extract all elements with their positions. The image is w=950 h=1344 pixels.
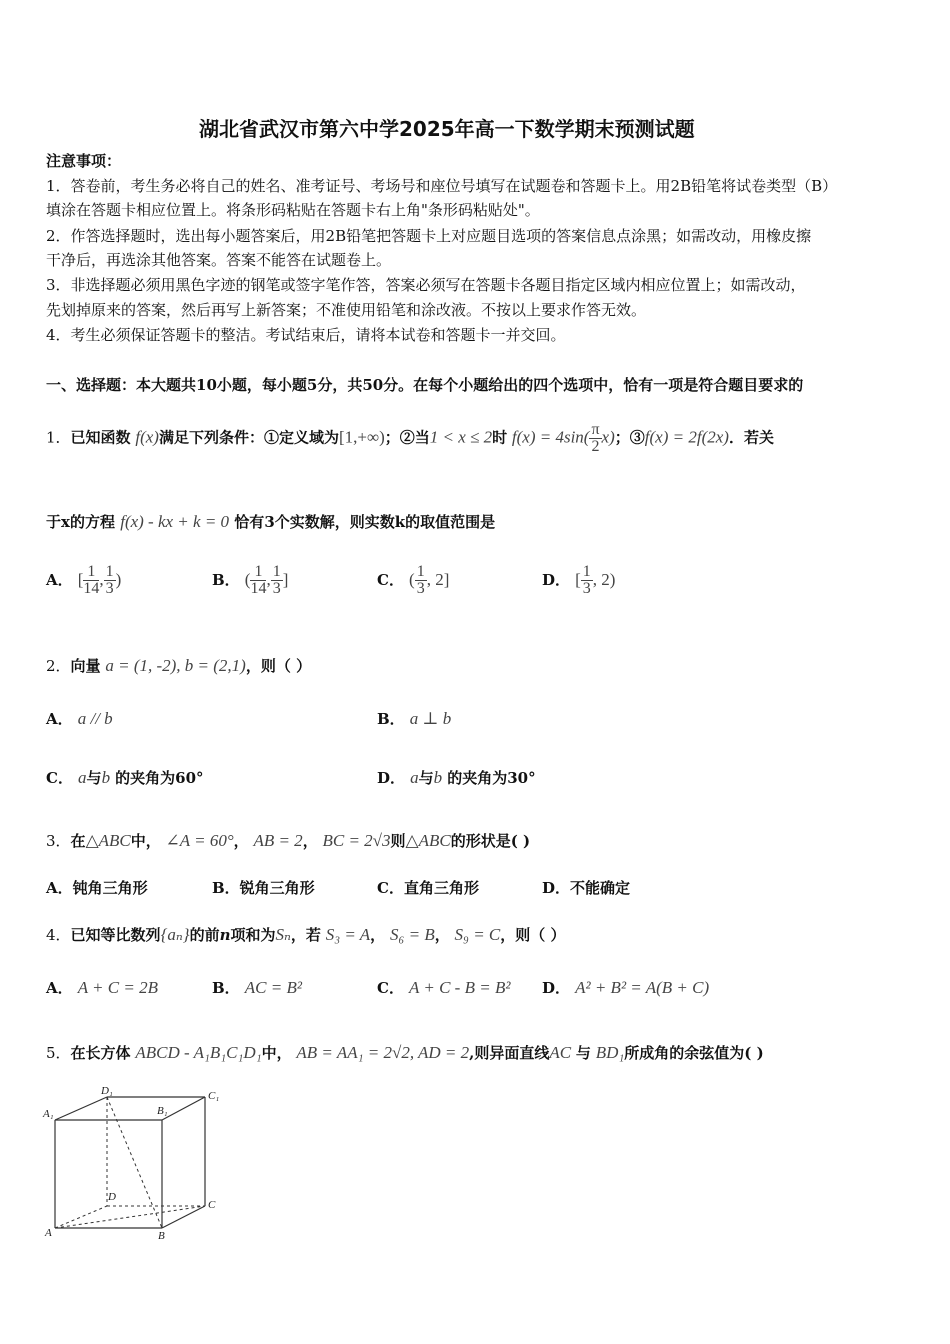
vertex-label-c: C [208, 1199, 216, 1211]
q3-option-d: D．不能确定 [542, 879, 631, 897]
q4-stem [46, 922, 566, 948]
vector-b: b [433, 768, 443, 787]
option-label: D． [542, 571, 571, 589]
vector-b: b [101, 768, 111, 787]
q4-s9: S₉ = C [454, 925, 501, 944]
q1-text: ；②当 [384, 428, 430, 447]
notice-line: 3．非选择题必须用黑色字迹的钢笔或签字笔作答，答案必须写在答题卡各题目指定区域内相应位置上；如需改动， [46, 276, 806, 294]
option-label: C． [377, 979, 404, 997]
q5-text: ,则异面直线 [469, 1044, 550, 1062]
q5-box: ABCD - A₁B₁C₁D₁ [135, 1043, 262, 1062]
frac-num: 1 [83, 564, 99, 581]
q3-ab: AB = 2 [253, 831, 303, 850]
q3-stem [46, 828, 530, 854]
option-math: A + C = 2B [77, 978, 158, 997]
option-label: D． [542, 979, 571, 997]
q5-ad: , AD = 2 [409, 1043, 470, 1062]
option-text: 的夹角为30° [447, 769, 536, 787]
fraction [83, 564, 99, 597]
bracket: ( [409, 570, 415, 589]
option-text: 的夹角为60° [115, 769, 204, 787]
q5-text: 在长方体 [70, 1044, 131, 1062]
q1-line1 [46, 422, 774, 455]
q5-stem [46, 1040, 764, 1066]
q3-sep: ， [302, 832, 318, 850]
q3-text: 中， [130, 832, 161, 850]
bracket: ] [282, 570, 289, 589]
q2-stem [46, 653, 311, 679]
q1-domain: [1,+∞) [338, 427, 385, 447]
bracket: [ [575, 570, 581, 589]
option-label: C． [377, 571, 404, 589]
frac-num: 1 [272, 563, 281, 580]
option-math: a // b [77, 709, 113, 728]
q1-option-d [542, 564, 615, 597]
fraction [104, 564, 116, 597]
vertex-label-d: D [108, 1191, 116, 1203]
frac-den: 3 [105, 580, 114, 597]
q2-option-d [377, 767, 536, 788]
interval-tail: , 2] [426, 570, 450, 589]
vertex-label-b: B [158, 1230, 165, 1242]
q4-n: n [219, 926, 231, 944]
q1-condition: 1 < x ≤ 2 [429, 427, 493, 447]
edge-ad [55, 1206, 107, 1228]
q1-f-eq: f(x) = 4sin( [511, 427, 590, 447]
q1-k: k [394, 513, 406, 531]
q3-option-c: C．直角三角形 [377, 879, 479, 897]
q3-text: 则 [390, 832, 406, 850]
interval-tail: , 2) [592, 570, 616, 589]
q2-option-a [46, 708, 113, 729]
q4-sep: ， [434, 926, 450, 944]
frac-num: 1 [105, 563, 114, 580]
q5-bd1: BD₁ [595, 1043, 625, 1062]
q4-text: 项和为 [230, 926, 276, 944]
frac-den: 3 [416, 580, 425, 597]
fraction [581, 564, 593, 597]
q3-text: 在 [70, 832, 86, 850]
option-label: B． [212, 571, 240, 589]
notice-line: 填涂在答题卡相应位置上。将条形码粘贴在答题卡右上角"条形码粘贴处"。 [46, 201, 540, 219]
q3-bc: BC = 2√3 [322, 831, 391, 850]
vertex-label-d1: D₁ [101, 1085, 113, 1097]
q3-sep: ， [233, 832, 249, 850]
option-math: a ⊥ b [409, 709, 452, 728]
frac-num: 1 [250, 564, 266, 581]
q4-text: 已知等比数列 [70, 926, 161, 944]
option-label: B． [377, 710, 405, 728]
option-label: A． [46, 571, 73, 589]
edge-b1c1 [162, 1097, 205, 1120]
q2-option-b [377, 708, 451, 729]
notice-heading: 注意事项： [46, 152, 122, 170]
frac-den: 2 [591, 438, 600, 455]
q1-option-b: B． ( $\frac{1}{14}$ , $\frac{1}{3}$ ] [212, 563, 289, 597]
q2-text: 向量 [70, 657, 101, 675]
q3-triangle: △ABC [85, 831, 131, 850]
q4-option-c [377, 977, 510, 998]
page-title: 湖北省武汉市第六中学2025年高一下数学期末预测试题 [199, 117, 695, 141]
q5-text: 所成角的余弦值为( ) [624, 1044, 764, 1062]
q4-sn: Sₙ [275, 925, 291, 944]
q5-text: 与 [575, 1044, 591, 1062]
bracket: ( [244, 570, 251, 589]
fraction [415, 564, 427, 597]
q4-option-b [212, 977, 302, 998]
q5-ac: AC [549, 1043, 572, 1062]
option-math: A + C - B = B² [409, 978, 511, 997]
q4-text: 的前 [189, 926, 220, 944]
q1-x: x [61, 513, 70, 531]
q1-fx: f(x) [135, 427, 159, 447]
option-math: AC = B² [244, 978, 302, 997]
q3-option-b: B．锐角三角形 [212, 879, 315, 897]
q5-text: 中， [261, 1044, 292, 1062]
vertex-label-a1: A₁ [43, 1108, 54, 1120]
option-label: A． [46, 710, 73, 728]
q4-s6: S₆ = B [389, 925, 435, 944]
option-text: 与 [86, 769, 102, 787]
q4-text: ，则（ ） [500, 926, 566, 944]
diagonal-bd1 [107, 1097, 162, 1228]
edge-bc [162, 1206, 205, 1228]
q1-number: 1． [46, 428, 71, 447]
frac-den: 3 [272, 580, 281, 597]
q4-s3: S₃ = A [325, 925, 371, 944]
option-label: D． [377, 769, 406, 787]
q4-sep: ， [370, 926, 386, 944]
notice-line: 干净后，再选涂其他答案。答案不能答在试题卷上。 [46, 251, 392, 269]
q1-text: 已知函数 [70, 428, 131, 447]
q3-option-a: A．钝角三角形 [46, 879, 148, 897]
q4-number: 4． [46, 926, 71, 944]
fraction [271, 564, 283, 597]
option-label: C． [46, 769, 73, 787]
q5-condition: AB = AA₁ = 2√2 [296, 1043, 410, 1062]
q4-sequence: {aₙ} [160, 925, 190, 944]
option-text: 与 [418, 769, 434, 787]
notice-line: 4．考生必须保证答题卡的整洁。考试结束后，请将本试卷和答题卡一并交回。 [46, 326, 566, 344]
q4-option-a [46, 977, 158, 998]
q1-text: ．若关 [728, 428, 774, 447]
q2-text: ，则（ ） [245, 657, 312, 675]
q1-text: 的方程 [69, 513, 115, 531]
frac-den: 3 [582, 580, 591, 597]
q1-text: 恰有 [234, 513, 265, 531]
frac-den: 14 [83, 580, 100, 597]
option-label: A． [46, 979, 73, 997]
notice-line: 2．作答选择题时，选出每小题答案后，用2B铅笔把答题卡上对应题目选项的答案信息点涂黑；如需改动，用橡皮擦 [46, 227, 812, 245]
frac-num: π [591, 421, 600, 438]
cuboid-figure [40, 1084, 230, 1244]
q1-option-a: A． [ $\frac{1}{14}$ , $\frac{1}{3}$ ) [46, 563, 122, 597]
q1-relation: f(x) = 2f(2x) [644, 427, 729, 447]
q5-number: 5． [46, 1044, 71, 1062]
option-math: A² + B² = A(B + C) [575, 978, 710, 997]
q3-angle: ∠A = 60° [165, 831, 234, 850]
section-heading: 一、选择题：本大题共10小题，每小题5分，共50分。在每个小题给出的四个选项中，恰有一项是符合题目要求的 [46, 376, 804, 394]
bracket: [ [77, 570, 84, 589]
frac-num: 1 [416, 563, 425, 580]
notice-line: 先划掉原来的答案，然后再写上新答案；不准使用铅笔和涂改液。不按以上要求作答无效。 [46, 301, 647, 319]
q3-number: 3． [46, 832, 71, 850]
q4-text: ，若 [290, 926, 321, 944]
frac-num: 1 [582, 563, 591, 580]
q2-option-c [46, 767, 204, 788]
q1-x-close: x) [601, 427, 615, 447]
q2-vectors: a = (1, -2), b = (2,1) [105, 656, 246, 675]
q4-option-d [542, 977, 709, 998]
fraction [250, 564, 266, 597]
vertex-label-a: A [45, 1227, 52, 1239]
q1-pi-over-2 [589, 422, 601, 455]
q1-line2 [46, 509, 495, 535]
option-label: B． [212, 979, 240, 997]
notice-line: 1．答卷前，考生务必将自己的姓名、准考证号、考场号和座位号填写在试题卷和答题卡上。用2B铅笔将试卷类型（B） [46, 177, 838, 195]
q1-text: 时 [492, 428, 508, 447]
vertex-label-c1: C₁ [208, 1090, 220, 1102]
bracket: ) [115, 570, 122, 589]
vector-a: a [78, 768, 87, 787]
q3-triangle: △ABC [405, 831, 451, 850]
q1-text: 满足下列条件：①定义域为 [158, 428, 339, 447]
q1-text: ；③ [614, 428, 645, 447]
q3-text: 的形状是( ) [450, 832, 531, 850]
q1-text: 于 [46, 513, 62, 531]
q1-text: 的取值范围是 [405, 513, 496, 531]
vertex-label-b1: B₁ [157, 1105, 168, 1117]
edge-a1d1 [55, 1097, 107, 1120]
q1-option-c [377, 564, 449, 597]
vector-a: a [410, 768, 419, 787]
q1-three: 3 [264, 513, 275, 531]
q1-equation: f(x) - kx + k = 0 [120, 512, 230, 531]
q1-text: 个实数解，则实数 [274, 513, 395, 531]
q2-number: 2． [46, 657, 71, 675]
frac-den: 14 [250, 580, 267, 597]
